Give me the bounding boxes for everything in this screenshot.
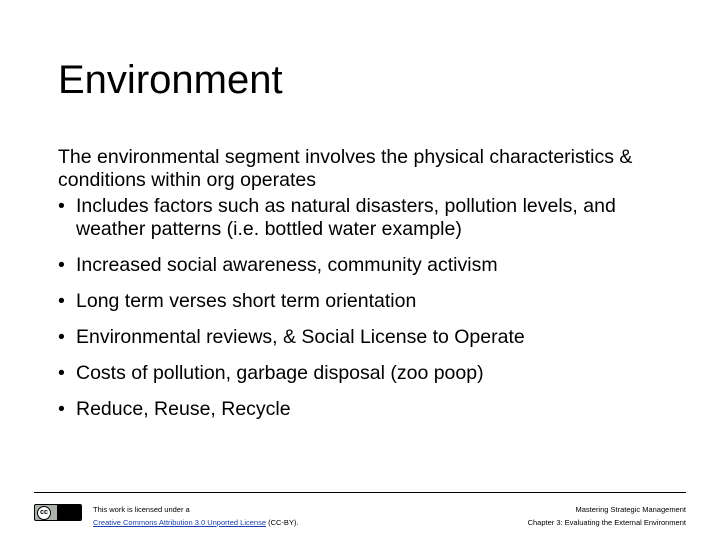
license-notice	[93, 503, 299, 529]
license-link[interactable]: Creative Commons Attribution 3.0 Unported License	[93, 518, 267, 527]
book-title: Mastering Strategic Management	[575, 505, 686, 514]
footer-divider	[34, 492, 686, 493]
cc-logo-icon: cc	[37, 506, 51, 520]
bullet-glyph: •	[58, 326, 65, 348]
slide-body	[58, 146, 678, 434]
book-attribution	[528, 503, 686, 529]
bullet-item	[58, 362, 678, 385]
slide-title: Environment	[58, 58, 283, 102]
bullet-item	[58, 254, 678, 277]
bullet-text: Includes factors such as natural disasters, pollution levels, and weather patterns (i.e. bottled water example)	[76, 195, 616, 240]
bullet-list	[58, 195, 678, 421]
bullet-glyph: •	[58, 195, 65, 217]
bullet-item	[58, 195, 678, 241]
bullet-item	[58, 290, 678, 313]
bullet-item	[58, 398, 678, 421]
cc-license-badge-icon[interactable]	[34, 504, 82, 521]
bullet-text: Costs of pollution, garbage disposal (zoo poop)	[76, 362, 484, 384]
lead-paragraph: The environmental segment involves the physical characteristics & conditions within org operates	[58, 146, 633, 191]
bullet-text: Reduce, Reuse, Recycle	[76, 398, 291, 420]
bullet-glyph: •	[58, 254, 65, 276]
bullet-glyph: •	[58, 362, 65, 384]
license-line	[93, 516, 299, 529]
bullet-text: Environmental reviews, & Social License to Operate	[76, 326, 525, 348]
bullet-text: Long term verses short term orientation	[76, 290, 417, 312]
license-intro: This work is licensed under a	[93, 505, 190, 514]
bullet-glyph: •	[58, 290, 65, 312]
bullet-glyph: •	[58, 398, 65, 420]
license-suffix: (CC-BY).	[266, 518, 299, 527]
chapter-title: Chapter 3: Evaluating the External Environment	[527, 518, 686, 527]
bullet-item	[58, 326, 678, 349]
cc-by-attribution-icon	[57, 505, 81, 520]
bullet-text: Increased social awareness, community activism	[76, 254, 498, 276]
